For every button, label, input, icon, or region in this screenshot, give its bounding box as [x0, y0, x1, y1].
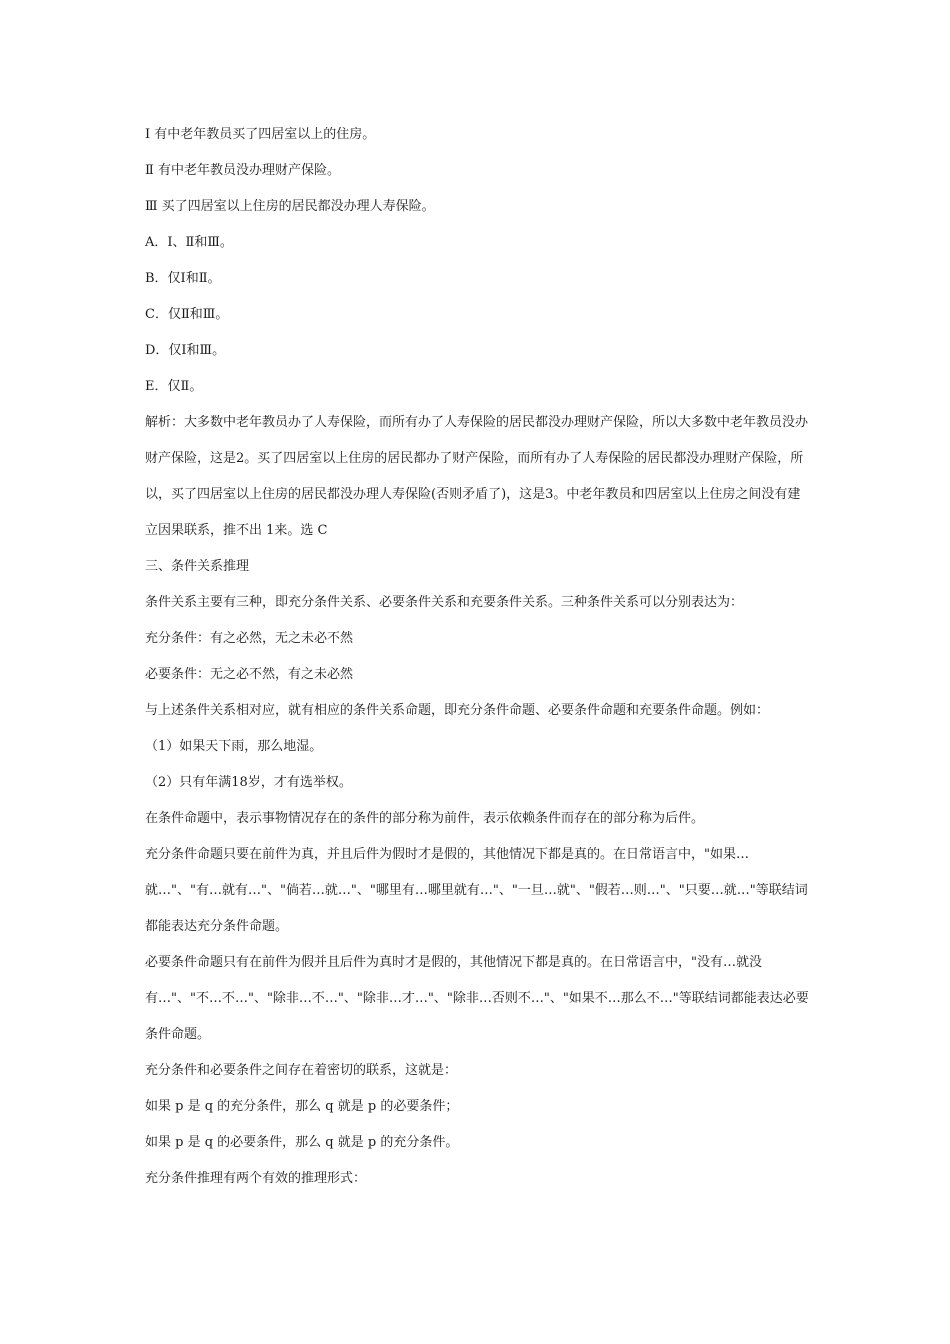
- example-2: （2）只有年满18岁，才有选举权。: [145, 775, 352, 790]
- statement-2: Ⅱ 有中老年教员没办理财产保险。: [145, 163, 340, 178]
- paragraph-sufficient-def: 充分条件：有之必然，无之未必不然: [145, 631, 354, 646]
- paragraph-necessary-def: 必要条件：无之必不然，有之未必然: [145, 667, 354, 682]
- paragraph-intro: 条件关系主要有三种，即充分条件关系、必要条件关系和充要条件关系。三种条件关系可以分别表达为：: [145, 595, 744, 610]
- statement-3: Ⅲ 买了四居室以上住房的居民都没办理人寿保险。: [145, 199, 435, 214]
- option-d: D．仅Ⅰ和Ⅲ。: [145, 343, 226, 358]
- section-heading: 三、条件关系推理: [145, 559, 250, 574]
- option-b: B．仅Ⅰ和Ⅱ。: [145, 271, 221, 286]
- paragraph-rule-2: 如果 p 是 q 的必要条件，那么 q 就是 p 的充分条件。: [145, 1135, 459, 1150]
- option-e: E．仅Ⅱ。: [145, 379, 203, 394]
- paragraph-propositions: 与上述条件关系相对应，就有相应的条件关系命题，即充分条件命题、必要条件命题和充要条件命题。例如：: [145, 703, 770, 718]
- paragraph-relation: 充分条件和必要条件之间存在着密切的联系，这就是：: [145, 1063, 458, 1078]
- paragraph-rule-1: 如果 p 是 q 的充分条件，那么 q 就是 p 的必要条件；: [145, 1099, 459, 1114]
- paragraph-forms: 充分条件推理有两个有效的推理形式：: [145, 1171, 367, 1186]
- option-c: C．仅Ⅱ和Ⅲ。: [145, 307, 229, 322]
- option-a: A．Ⅰ、Ⅱ和Ⅲ。: [145, 235, 233, 250]
- analysis-paragraph: 解析：大多数中老年教员办了人寿保险，而所有办了人寿保险的居民都没办理财产保险，所以大多数中老年教员没办财产保险，这是2。买了四居室以上住房的居民都办了财产保险，而所有办了人寿保险的居民都没办理财产保险，所以，买了四居室以上住房的居民都没办理人寿保险(否则矛盾了)，这是3。中老年教员和四居室以上住房之间没有建立因果联系，推不出 1来。选 C: [145, 415, 809, 538]
- paragraph-antecedent: 在条件命题中，表示事物情况存在的条件的部分称为前件，表示依赖条件而存在的部分称为后件。: [145, 811, 705, 826]
- paragraph-necessary-proposition: 必要条件命题只有在前件为假并且后件为真时才是假的，其他情况下都是真的。在日常语言中，"没有…就没有…"、"不…不…"、"除非…不…"、"除非…才…"、"除非…否则不…"、"如果不…那么不…"等联结词都能表达必要条件命题。: [145, 955, 809, 1042]
- example-1: （1）如果天下雨，那么地湿。: [145, 739, 323, 754]
- document-page: [145, 123, 810, 1203]
- paragraph-sufficient-proposition: 充分条件命题只要在前件为真，并且后件为假时才是假的，其他情况下都是真的。在日常语言中，"如果…就…"、"有…就有…"、"倘若…就…"、"哪里有…哪里就有…"、"一旦…就"、"假若…则…"、"只要…就…"等联结词都能表达充分条件命题。: [145, 847, 808, 934]
- statement-1: Ⅰ 有中老年教员买了四居室以上的住房。: [145, 127, 376, 142]
